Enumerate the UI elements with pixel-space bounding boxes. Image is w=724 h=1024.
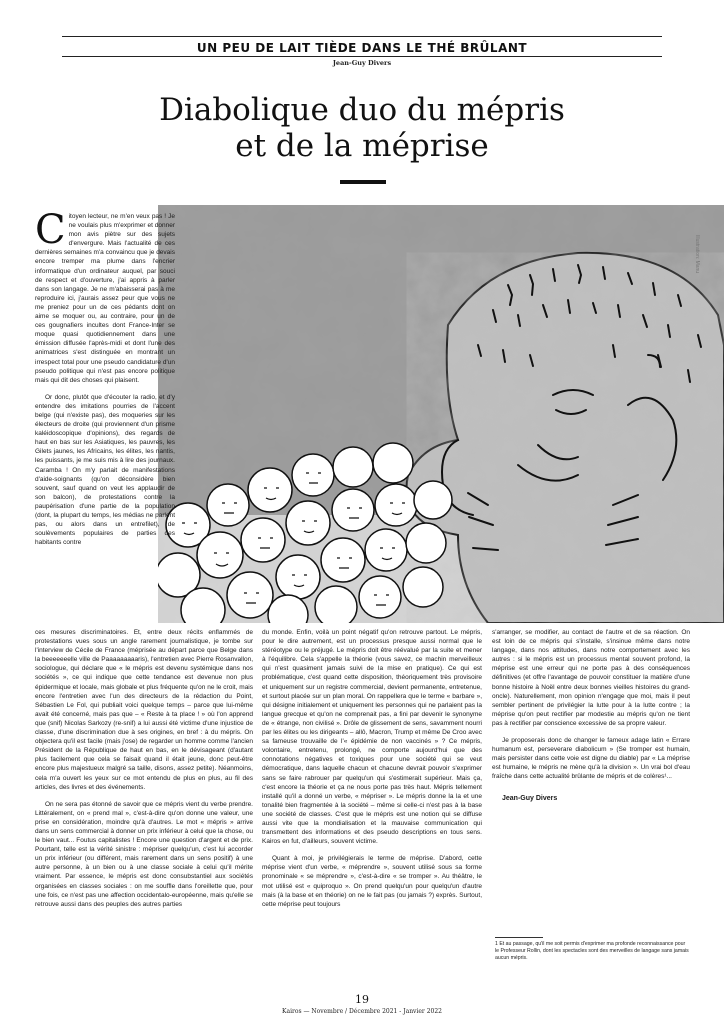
article-signature: Jean-Guy Divers xyxy=(502,794,558,802)
footnote: 1 Et au passage, qu'il me soit permis d'exprimer ma profonde reconnaissance pour le Professeur Rollin, dont les spectacles sont des merveilles de langage sans jamais aucun mépris. xyxy=(495,941,689,961)
drop-cap: C xyxy=(35,212,66,253)
article-paragraph: du monde. Enfin, voilà un point négatif qu'on retrouve partout. Le mépris, pour le dire autrement, est un processus presque aussi normal que le stéréotype ou le préjugé. Le mépris doit être réévalué par la suite et mener à l'équilibre. Cela s'appelle la théorie (vous savez, ce machin merveilleux qui n'est quasiment jamais suivi de la mise en pratique). Ce qui est problématique, c'est quand cette disposition, théoriquement très provisoire et uniquement sur un registre commercial, devient permanente, entretenue, et surtout placée sur un plan moral. On rappellera que le terme « barbare », qui désigne initialement et uniquement les personnes qui ne parlaient pas la langue grecque et qu'on ne comprenait pas, a fini par devenir le synonyme de « étrange, non civilisé ». Drôle de glissement de sens, savamment nourri par les élites ou les dirigeants – allô, Macron, Trump et même De Croo avec sa fameuse trouvaille de l'« épidémie de non vaccinés » ? Ce mépris, volontaire, entretenu, prolongé, ne comporte aujourd'hui que des connotations négatives et toxiques pour une société qui se veut démocratique, dans laquelle chacun et chacune devrait pouvoir s'exprimer sans se faire rabrouer par quelqu'un qui s'estimerait supérieur. Mais ça, c'est encore la théorie et ça ne nous porte pas très haut. Mépris tellement installé qu'il a donné un verbe, « mépriser ». Le mépris donne la la et une tonalité bien fragmentée à la société – même si celle-ci n'est pas à la base une société de classes. C'est que le mépris est une notion qui se diffuse aussi vite que la mondialisation et la mauvaise communication qui transmettent des informations et des pseudo descriptions en tous sens. Kairos en fut, d'ailleurs, souvent victime. xyxy=(262,629,482,846)
issue-line: Kairos — Novembre / Décembre 2021 - Janvier 2022 xyxy=(282,1008,442,1015)
headline-line-1: Diabolique duo du mépris xyxy=(159,92,565,128)
article-headline xyxy=(62,92,662,164)
article-column-1-top xyxy=(35,212,175,612)
headline-underline xyxy=(340,180,386,184)
article-paragraph: Quant à moi, je privilégierais le terme de méprise. D'abord, cette méprise vient d'un verbe, « méprendre », souvent utilisé sous sa forme pronominale « se méprendre », c'est-à-dire « se tromper ». Au théâtre, le mot utilisé est « quiproquo ». On prend quelqu'un pour quelqu'un d'autre mais (à la base et en théorie) on ne le fait pas (ou jamais ?) exprès. Surtout, cette méprise peut toujours xyxy=(262,855,482,908)
illustration xyxy=(158,205,724,623)
article-paragraph: Or donc, plutôt que d'écouter la radio, et d'y entendre des imitations pourries de l'accent belge (qui n'existe pas), des moqueries sur les électeurs de droite (qui proviennent d'un prisme kaléidoscopique d'opinions), des regards de haut en bas sur les Asiatiques, les pauvres, les Gilets jaunes, les Africains, les élites, les nantis, les puissants, je me suis mis à lire des journaux. Caramba ! On m'y parlait de manifestations d'aide-soignants (qu'on déconsidère bien souvent, sauf quand on veut les applaudir de son balcon), de protestations contre la paupérisation d'une partie de la population (dont, la plupart du temps, les médias ne parlent pas, ou alors dans un entrefilet), de soulèvements populaires de parties des habitants contre xyxy=(35,393,175,547)
paragraph-text: itoyen lecteur, ne m'en veux pas ! Je ne voulais plus m'exprimer et donner mon avis piètre sur des sujets d'envergure. Mais l'actualité de ces dernières semaines m'a convaincu que je devais encore tremper ma plume dans l'encrier informatique d'un ordinateur auquel, par souci de respect et d'ouverture, j'ai appris à parler dans son langage. Je ne m'abaisserai pas à me reproduire ici, j'aurais assez peur que vous ne me preniez pour un de ces pédants dont on aime se moquer ou, au contraire, pour un de ces gougnafiers incultes dont France-Inter se moque quasi quotidiennement dans une émission diffusée l'après-midi et dont l'une des animatrices s'est distinguée en montrant un irrespect total pour une pseudo candidature d'un pseudo politique qui n'est pas encore politique mais qui dit des choses qui plaisent. xyxy=(35,213,175,384)
rubric-author: Jean-Guy Divers xyxy=(332,59,392,67)
article-column-2 xyxy=(262,628,482,986)
illustration-drawing xyxy=(158,205,724,623)
rubric-top-rule xyxy=(62,36,662,37)
article-paragraph: On ne sera pas étonné de savoir que ce mépris vient du verbe prendre. Littéralement, on « prend mal », c'est-à-dire qu'on donne une valeur, une prise en considération, moindre qu'à d'autres. Le mot « mépris » arrive dans un sens commercial à donner un prix inférieur à celui que la chose, ou le bien vaut... Foutus capitalistes ! Encore une question d'argent et de prix. Pourtant, telle est la vérité sinistre : mépriser quelqu'un, c'est lui accorder un prix inférieur (ou différent, mais rarement dans un sens positif) à une autre personne, à un bien ou à une classe sociale à celui qu'il mérite vraiment. Par essence, le mépris est donc consubstantiel aux sociétés organisées en classes sociales : on me souffle dans l'oreillette que, pour une fois, ce n'est pas une affection occidentalo-européenne, mais qu'elle se retrouve aussi dans des peuples des autres parties xyxy=(35,800,253,908)
article-paragraph: s'arranger, se modifier, au contact de l'autre et de sa réaction. On est loin de ce mépris qui s'installe, s'insinue même dans notre langage, dans nos attitudes, dans notre comportement avec les autres : si le mépris est un processus mental souvent profond, la méprise est une erreur qui ne porte pas à des conséquences définitives (et offre l'avantage de pouvoir constituer la matière d'une bonne histoire à Noël entre deux bonnes vieilles histoires du grand-oncle). Naturellement, mon opinion n'engage que moi, mais il peut sembler pertinent de privilégier la lutte pour à la lutte contre ; la méprise qu'on peut rectifier par modestie au mépris qu'on ne tient pas à rectifier par conscience excessive de sa propre valeur. xyxy=(492,629,690,727)
headline-line-2: et de la méprise xyxy=(235,128,489,164)
article-paragraph xyxy=(35,212,175,385)
footnote-rule xyxy=(495,937,543,938)
illustration-credit: Illustration: Manu xyxy=(694,235,700,274)
article-paragraph: Je proposerais donc de changer le fameux adage latin « Errare humanum est, perseverare diabolicum » (Se tromper est humain, mais persister dans cette voie est digne du diable) par « La méprise est humaine, le mépris ne mène qu'à la division ». Un vrai bol d'eau fraîche dans cette actualité brûlante de mépris et de colères¹... xyxy=(492,737,690,781)
rubric-title: UN PEU DE LAIT TIÈDE DANS LE THÉ BRÛLANT xyxy=(196,41,528,55)
page-number: 19 xyxy=(355,993,369,1006)
article-paragraph: ces mesures discriminatoires. Et, entre deux récits enflammés de protestations vues sous un angle rarement journalistique, je tombe sur l'interview de Cécile de France (méprisée au départ parce que Belge dans la beeeeeeelle ville de Paaaaaaaaaris), l'entretien avec Pierre Rosanvallon, sociologue, qui déclare que « le mépris est devenu systémique dans nos sociétés », ce qui indique que cette tendance est devenue non plus épidermique et locale, mais globale et plus fréquente qu'on ne le croit, mais encore l'entretien avec l'un des directeurs de la rédaction du Point, Sébastien Le Fol, qui publiait voici quelque temps – parce que lui-même avait été concerné, mais pas que – « Reste à ta place ! » où l'on apprend que (snif) Nicolas Sarkozy (re-snif) a lui aussi été victime d'une injustice de classe, d'une discrimination due à ses origines, en bref : à du mépris. On objectera qu'il est facile (mais j'ose) de regarder un homme comme l'ancien Président de la République de haut en bas, en le dévisageant (d'autant plus facilement que cela se faisait quand il était jeune, donc peut-être encore plus majestueux malgré sa taille, disons, assez petite). Néanmoins, cela m'a ouvert les yeux sur ce mot entendu de plus en plus, au fil des articles, des livres et des événements. xyxy=(35,629,253,791)
article-column-1-bottom xyxy=(35,628,253,986)
rubric-bottom-rule xyxy=(62,56,662,57)
article-column-3 xyxy=(492,628,690,928)
